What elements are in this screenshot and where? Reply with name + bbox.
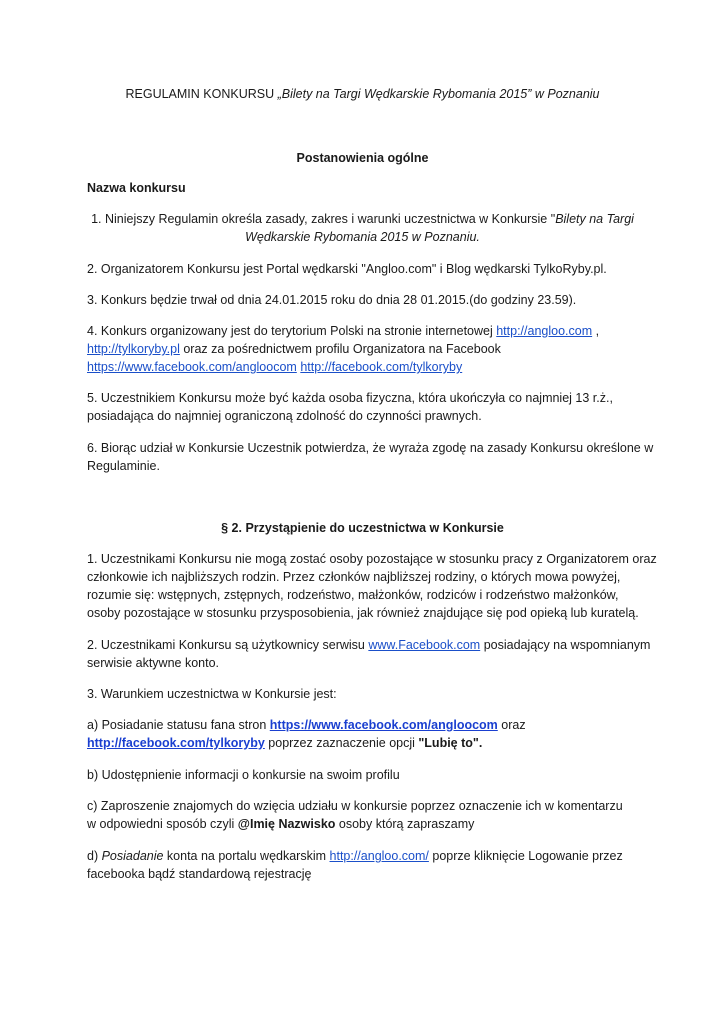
paragraph-1-4-line3	[87, 359, 462, 375]
tylkoryby-link[interactable]: http://tylkoryby.pl	[87, 342, 180, 356]
fan-page-angloocom-link[interactable]: https://www.facebook.com/angloocom	[269, 718, 498, 732]
condition-d: d) Posiadanie konta na portalu wędkarskim http://angloo.com/ poprze kliknięcie Logowanie przez	[87, 849, 623, 863]
section1-subheading: Nazwa konkursu	[87, 181, 186, 195]
section1-heading: Postanowienia ogólne	[296, 151, 429, 165]
paragraph-1-4: 4. Konkurs organizowany jest do terytorium Polski na stronie internetowej http://angloo.com ,	[87, 324, 600, 338]
condition-a-line2: http://facebook.com/tylkoryby poprzez zaznaczenie opcji "Lubię to".	[87, 736, 483, 750]
facebook-angloocom-link[interactable]: https://www.facebook.com/angloocom	[87, 360, 297, 374]
paragraph-2-1: 1. Uczestnikami Konkursu nie mogą zostać osoby pozostające w stosunku pracy z Organizatorem oraz	[87, 552, 657, 566]
condition-c-line2: w odpowiedni sposób czyli @Imię Nazwisko osoby którą zapraszamy	[87, 817, 475, 831]
facebook-com-link[interactable]: www.Facebook.com	[368, 638, 481, 652]
condition-d-line2: facebooka bądź standardową rejestrację	[87, 867, 312, 881]
paragraph-1-3: 3. Konkurs będzie trwał od dnia 24.01.2015 roku do dnia 28 01.2015.(do godziny 23.59).	[87, 293, 577, 307]
paragraph-2-2-line2: serwisie aktywne konto.	[87, 656, 220, 670]
paragraph-2-1-line4: osoby pozostające w stosunku przysposobienia, jak również znajdujące się pod opieką lub kuratelą.	[87, 606, 639, 620]
paragraph-1-1-cont: Wędkarskie Rybomania 2015 w Poznaniu.	[245, 230, 480, 244]
paragraph-1-4-line2: http://tylkoryby.pl oraz za pośrednictwem profilu Organizatora na Facebook	[87, 342, 501, 356]
condition-b: b) Udostępnienie informacji o konkursie na swoim profilu	[87, 768, 400, 782]
paragraph-1-5-line2: posiadająca do najmniej ograniczoną zdolność do czynności prawnych.	[87, 409, 482, 423]
facebook-tylkoryby-link[interactable]: http://facebook.com/tylkoryby	[300, 360, 463, 374]
paragraph-1-6: 6. Biorąc udział w Konkursie Uczestnik potwierdza, że wyraża zgodę na zasady Konkursu określone w	[87, 441, 654, 455]
section2-heading: § 2. Przystąpienie do uczestnictwa w Konkursie	[221, 521, 504, 535]
document-title: REGULAMIN KONKURSU „Bilety na Targi Wędkarskie Rybomania 2015” w Poznaniu	[125, 87, 600, 101]
angloo-link[interactable]: http://angloo.com	[496, 324, 593, 338]
paragraph-2-1-line2: członkowie ich najbliższych rodzin. Przez członków najbliższej rodziny, o których mowa powyżej,	[87, 570, 621, 584]
condition-c: c) Zaproszenie znajomych do wzięcia udziału w konkursie poprzez oznaczenie ich w komentarzu	[87, 799, 623, 813]
condition-a: a) Posiadanie statusu fana stron https://www.facebook.com/angloocom oraz	[87, 718, 526, 732]
paragraph-1-1: 1. Niniejszy Regulamin określa zasady, zakres i warunki uczestnictwa w Konkursie "Bilety na Targi	[91, 212, 634, 226]
angloo-portal-link[interactable]: http://angloo.com/	[329, 849, 429, 863]
paragraph-2-3: 3. Warunkiem uczestnictwa w Konkursie jest:	[87, 687, 337, 701]
paragraph-1-2: 2. Organizatorem Konkursu jest Portal wędkarski "Angloo.com" i Blog wędkarski TylkoRyby.pl.	[87, 262, 607, 276]
paragraph-2-1-line3: rozumie się: wstępnych, zstępnych, rodzeństwo, małżonków, rodziców i rodzeństwo małżonków,	[87, 588, 619, 602]
paragraph-1-6-line2: Regulaminie.	[87, 459, 160, 473]
fan-page-tylkoryby-link[interactable]: http://facebook.com/tylkoryby	[87, 736, 265, 750]
paragraph-2-2: 2. Uczestnikami Konkursu są użytkownicy serwisu www.Facebook.com posiadający na wspomnianym	[87, 638, 651, 652]
paragraph-1-5: 5. Uczestnikiem Konkursu może być każda osoba fizyczna, która ukończyła co najmniej 13 r.ż.,	[87, 391, 613, 405]
